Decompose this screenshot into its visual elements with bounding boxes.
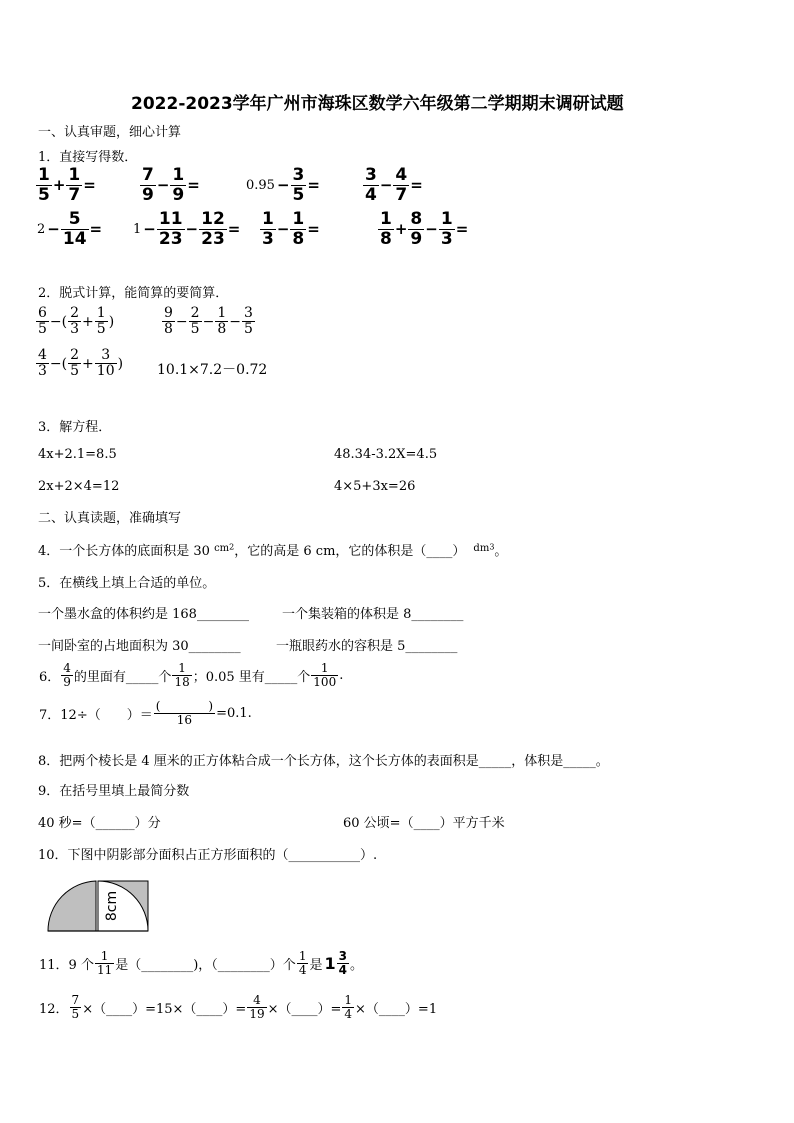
- q1-label: 1．直接写得数．: [38, 150, 138, 165]
- page-title: 2022-2023学年广州市海珠区数学六年级第二学期期末调研试题: [131, 94, 624, 114]
- q3-eq-3: 2x+2×4=12: [38, 479, 120, 494]
- q2-expr-1: $\frac{6}{5}$ −( $\frac{2}{3}$ + $\frac{1}{5}$ ): [38, 305, 115, 338]
- q1-item-6: 1 − $\frac{11}{23}$ − $\frac{12}{23}$ =: [133, 209, 241, 249]
- q8-text: 8．把两个棱长是 4 厘米的正方体粘合成一个长方体，这个长方体的表面积是_____，体积是_____。: [38, 754, 609, 769]
- q1-item-3: 0.95 − $\frac{3}{5}$ =: [246, 165, 320, 205]
- q1-item-8: $\frac{1}{8}$ + $\frac{8}{9}$ − $\frac{1}{3}$ =: [380, 209, 469, 249]
- q10-label: 10．下图中阴影部分面积占正方形面积的（___________）.: [38, 848, 378, 863]
- q5-a: 一个墨水盒的体积约是 168________: [38, 607, 249, 622]
- q7-text: 7．12÷（ ）＝ ( ) 16 =0.1.: [39, 699, 252, 728]
- q5-d: 一瓶眼药水的容积是 5________: [276, 639, 458, 654]
- q6-text: 6． $\frac{4}{9}$ 的里面有_____个 $\frac{1}{18}$ ；0.05 里有_____个 $\frac{1}{100}$ .: [39, 661, 344, 690]
- q1-item-1: $\frac{1}{5}$ + $\frac{1}{7}$ =: [38, 165, 96, 205]
- q12-text: 12． $\frac{7}{5}$ ×（____）=15×（____）= $\frac{4}{19}$ ×（____）= $\frac{1}{4}$ ×（____）=1: [39, 993, 438, 1022]
- q2-expr-3: $\frac{4}{3}$ −( $\frac{2}{5}$ + $\frac{3}{10}$ ): [38, 347, 124, 380]
- q3-eq-4: 4×5+3x=26: [334, 479, 416, 494]
- section-2-heading: 二、认真读题，准确填写: [38, 511, 182, 526]
- q1-item-7: $\frac{1}{3}$ − $\frac{1}{8}$ =: [262, 209, 320, 249]
- q2-expr-4: 10.1×7.2－0.72: [157, 362, 268, 378]
- q2-expr-2: $\frac{9}{8}$ − $\frac{2}{5}$ − $\frac{1}{8}$ − $\frac{3}{5}$: [164, 305, 253, 338]
- q5-b: 一个集装箱的体积是 8________: [282, 607, 464, 622]
- shaded-left: [48, 881, 96, 931]
- q5-label: 5．在横线上填上合适的单位。: [38, 576, 216, 591]
- section-1-heading: 一、认真审题，细心计算: [38, 125, 182, 140]
- q3-eq-2: 48.34-3.2X=4.5: [334, 447, 438, 462]
- q10-dim-label: 8cm: [104, 890, 120, 922]
- q1-item-2: $\frac{7}{9}$ − $\frac{1}{9}$ =: [142, 165, 200, 205]
- q5-c: 一间卧室的占地面积为 30________: [38, 639, 241, 654]
- q1-item-5: 2 − $\frac{5}{14}$ =: [37, 209, 103, 249]
- q3-label: 3．解方程．: [38, 420, 112, 435]
- q10-figure: [44, 878, 154, 938]
- q3-eq-1: 4x+2.1=8.5: [38, 447, 117, 462]
- q11-text: 11．9 个 $\frac{1}{11}$ 是（________)，（________）个 $\frac{1}{4}$ 是 1 $\frac{3}{4}$ 。: [39, 949, 363, 978]
- q1-item-4: $\frac{3}{4}$ − $\frac{4}{7}$ =: [365, 165, 423, 205]
- q9-a: 40 秒=（______）分: [38, 816, 161, 831]
- q2-label: 2．脱式计算，能简算的要简算．: [38, 286, 229, 301]
- q9-label: 9．在括号里填上最简分数: [38, 784, 190, 799]
- q9-b: 60 公顷=（____）平方千米: [343, 816, 505, 831]
- q4-text: 4．一个长方体的底面积是 30 $^{cm2}$，它的高是 6 cm，它的体积是（____） $^{dm3}$。: [38, 542, 508, 559]
